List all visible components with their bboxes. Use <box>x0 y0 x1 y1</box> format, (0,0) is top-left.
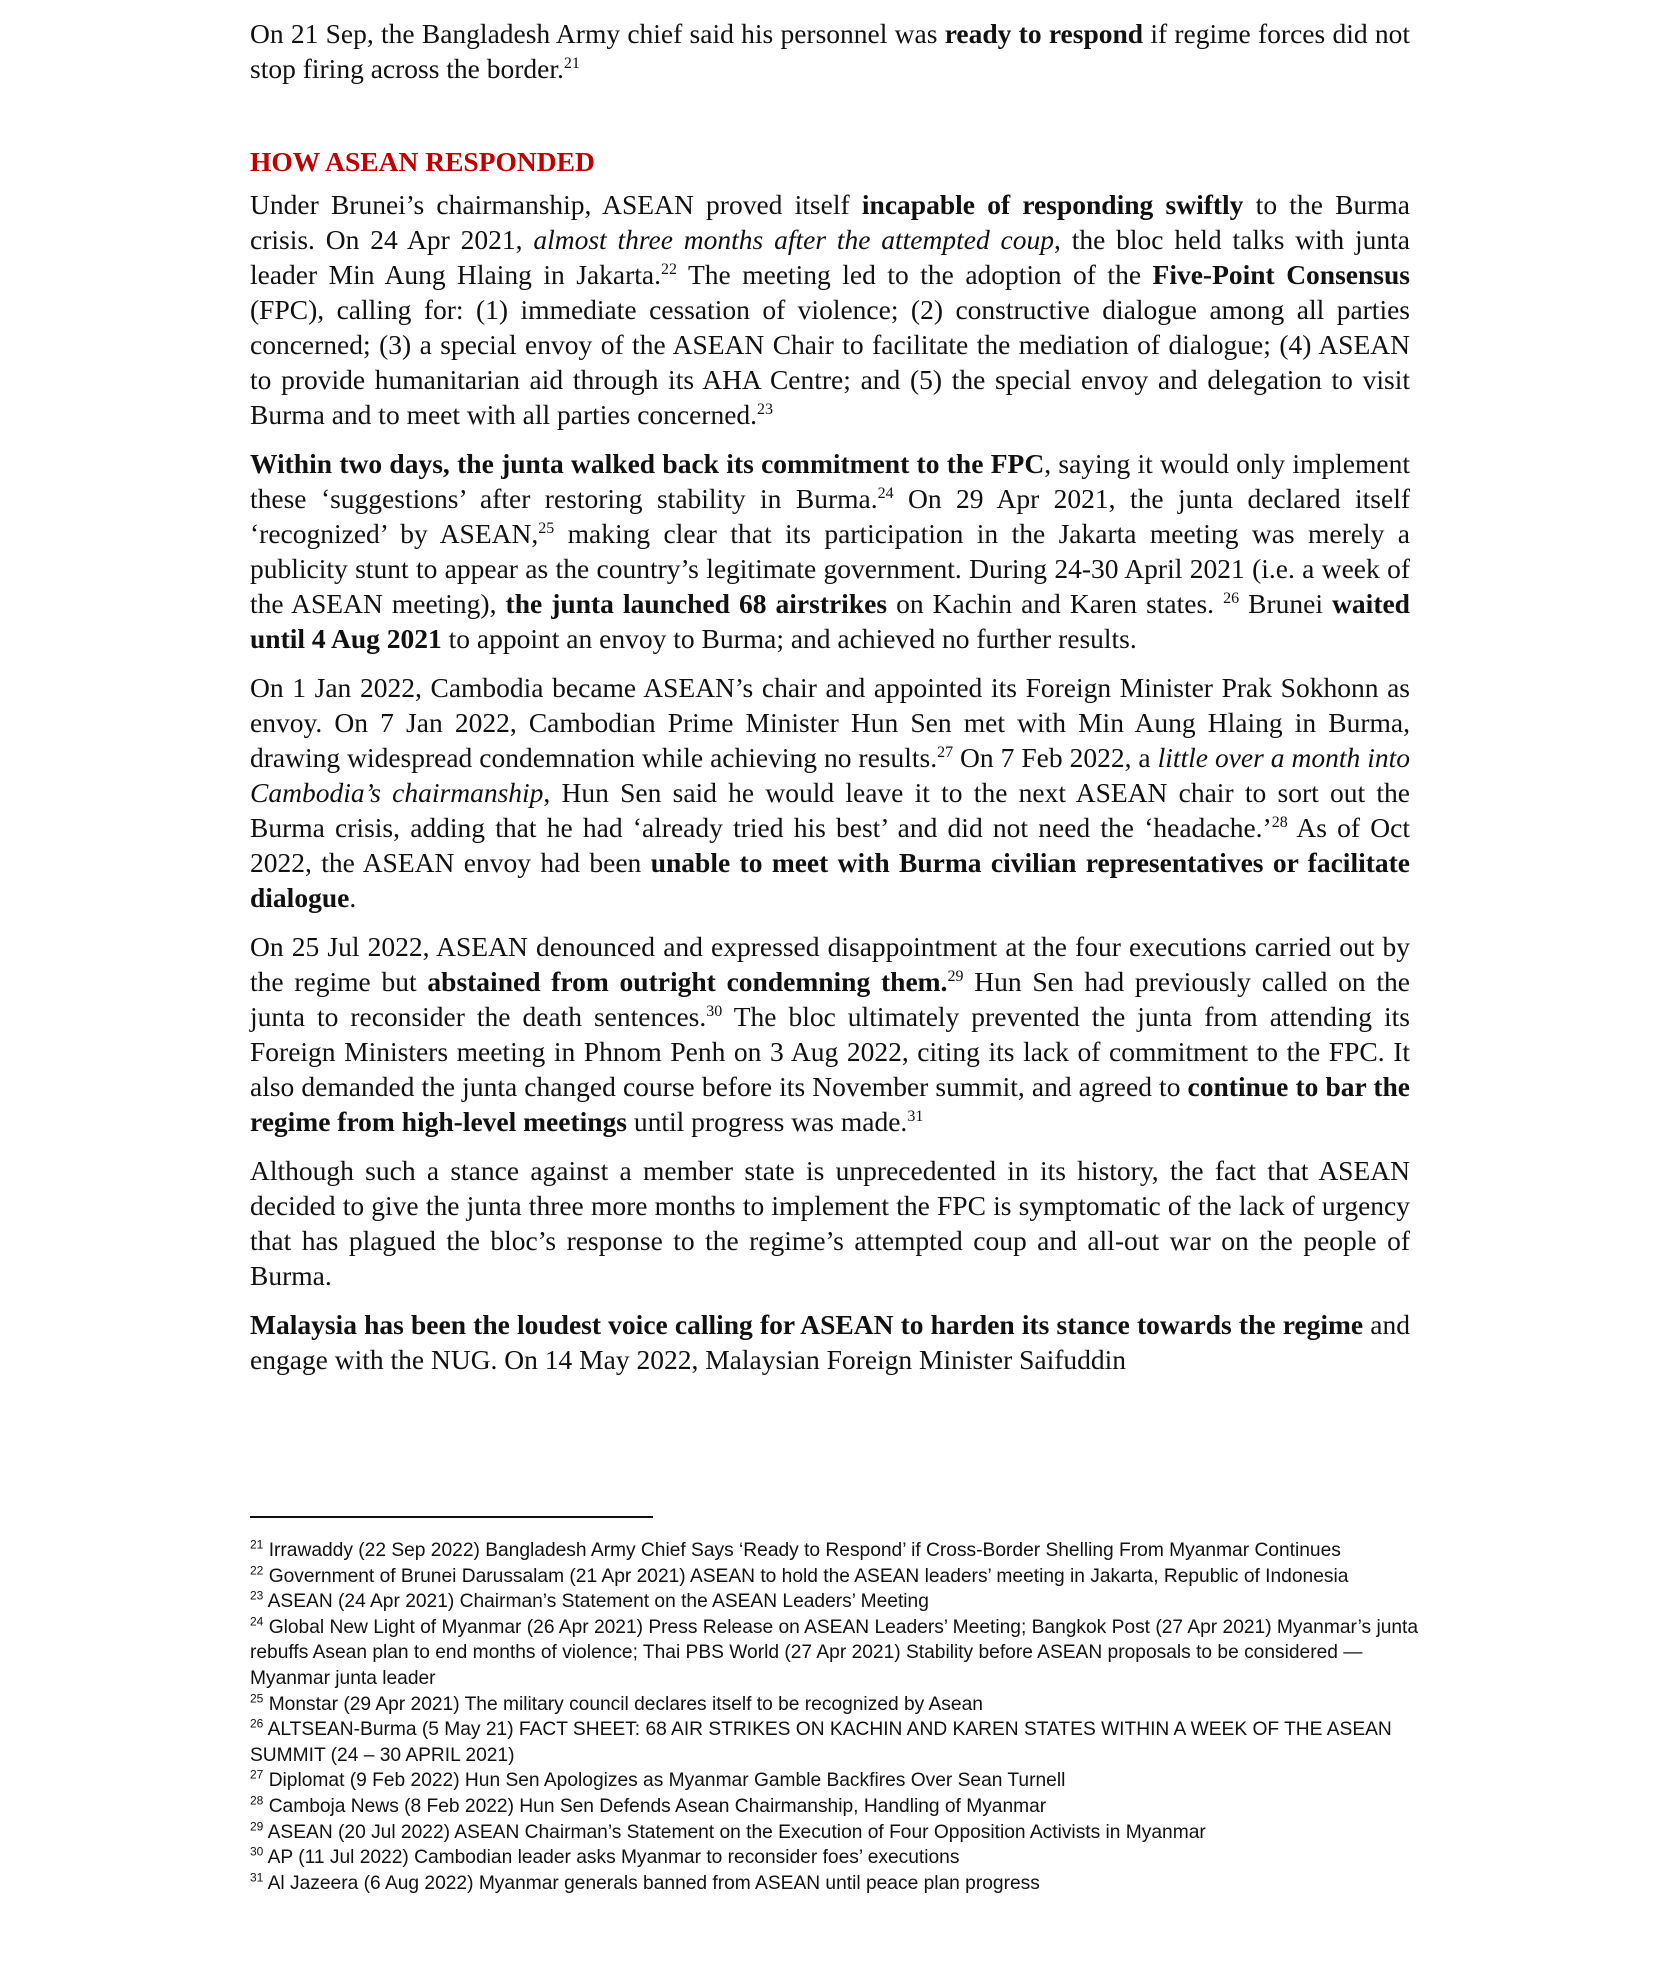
footnote-ref[interactable]: 30 <box>706 1002 723 1020</box>
footnote-item: $^{31}$ Al Jazeera (6 Aug 2022) Myanmar generals banned from ASEAN until peace plan progress <box>250 1870 1040 1894</box>
paragraph-5: Although such a stance against a member state is unprecedented in its history, the fact that ASEAN decided to give the junta three more months to implement the FPC is symptomatic of the lack of urgency that has plagued the bloc’s response to the regime’s attempted coup and all-out war on the people of Burma. <box>250 1155 1410 1291</box>
paragraph-6: Malaysia has been the loudest voice calling for ASEAN to harden its stance towards the regime and engage with the NUG. On 14 May 2022, Malaysian Foreign Minister Saifuddin <box>250 1309 1410 1375</box>
footnote-ref[interactable]: 25 <box>538 519 555 537</box>
footnote-item: $^{29}$ ASEAN (20 Jul 2022) ASEAN Chairman’s Statement on the Execution of Four Opposition Activists in Myanmar <box>250 1819 1206 1843</box>
footnote-ref[interactable]: 23 <box>757 400 774 418</box>
footnote-ref[interactable]: 31 <box>907 1107 924 1125</box>
footnotes <box>250 1538 1420 1896</box>
footnote-item: $^{26}$ ALTSEAN-Burma (5 May 21) FACT SHEET: 68 AIR STRIKES ON KACHIN AND KAREN STATES WITHIN A WEEK OF THE ASEAN SUMMIT (24 – 30 APRIL 2021) <box>250 1716 1392 1766</box>
footnote-ref[interactable]: 26 <box>1223 589 1240 607</box>
paragraph-4: On 25 Jul 2022, ASEAN denounced and expressed disappointment at the four executions carried out by the regime but abstained from outright condemning them.$^{29}$ Hun Sen had previously called on the junta to reconsider the death sentences.$^{30}$ The bloc ultimately prevented the junta from attending its Foreign Ministers meeting in Phnom Penh on 3 Aug 2022, citing its lack of commitment to the FPC. It also demanded the junta changed course before its November summit, and agreed to continue to bar the regime from high-level meetings until progress was made.$^{31}$ <box>250 931 1410 1137</box>
footnote-item: $^{22}$ Government of Brunei Darussalam (21 Apr 2021) ASEAN to hold the ASEAN leaders’ meeting in Jakarta, Republic of Indonesia <box>250 1563 1349 1587</box>
footnote-ref[interactable]: 21 <box>563 54 580 72</box>
footnote-item: $^{23}$ ASEAN (24 Apr 2021) Chairman’s Statement on the ASEAN Leaders’ Meeting <box>250 1588 929 1613</box>
section-heading: HOW ASEAN RESPONDED <box>250 146 595 177</box>
footnote-item: $^{21}$ Irrawaddy (22 Sep 2022) Bangladesh Army Chief Says ‘Ready to Respond’ if Cross-Border Shelling From Myanmar Continues <box>250 1537 1341 1561</box>
paragraph-2: Within two days, the junta walked back its commitment to the FPC, saying it would only implement these ‘suggestions’ after restoring stability in Burma.$^{24}$ On 29 Apr 2021, the junta declared itself ‘recognized’ by ASEAN,$^{25}$ making clear that its participation in the Jakarta meeting was merely a publicity stunt to appear as the country’s legitimate government. During 24-30 April 2021 (i.e. a week of the ASEAN meeting), the junta launched 68 airstrikes on Kachin and Karen states. $^{26}$ Brunei waited until 4 Aug 2021 to appoint an envoy to Burma; and achieved no further results. <box>250 448 1410 654</box>
footnote-item: $^{24}$ Global New Light of Myanmar (26 Apr 2021) Press Release on ASEAN Leaders’ Meeting; Bangkok Post (27 Apr 2021) Myanmar’s junta rebuffs Asean plan to end months of violence; Thai PBS World (27 Apr 2021) Stability before ASEAN proposals to be considered — Myanmar junta leader <box>250 1614 1419 1689</box>
footnote-item: $^{27}$ Diplomat (9 Feb 2022) Hun Sen Apologizes as Myanmar Gamble Backfires Over Sean Turnell <box>250 1767 1066 1792</box>
footnote-separator <box>250 1516 653 1518</box>
paragraph-1: Under Brunei’s chairmanship, ASEAN proved itself incapable of responding swiftly to the Burma crisis. On 24 Apr 2021, almost three months after the attempted coup, the bloc held talks with junta leader Min Aung Hlaing in Jakarta.$^{22}$ The meeting led to the adoption of the Five-Point Consensus (FPC), calling for: (1) immediate cessation of violence; (2) constructive dialogue among all parties concerned; (3) a special envoy of the ASEAN Chair to facilitate the mediation of dialogue; (4) ASEAN to provide humanitarian aid through its AHA Centre; and (5) the special envoy and delegation to visit Burma and to meet with all parties concerned.$^{23}$ <box>250 189 1410 430</box>
footnote-ref[interactable]: 24 <box>877 484 894 502</box>
footnote-item: $^{30}$ AP (11 Jul 2022) Cambodian leader asks Myanmar to reconsider foes’ executions <box>250 1844 960 1869</box>
footnote-ref[interactable]: 27 <box>937 743 954 761</box>
paragraph-3: On 1 Jan 2022, Cambodia became ASEAN’s chair and appointed its Foreign Minister Prak Sokhonn as envoy. On 7 Jan 2022, Cambodian Prime Minister Hun Sen met with Min Aung Hlaing in Burma, drawing widespread condemnation while achieving no results.$^{27}$ On 7 Feb 2022, a little over a month into Cambodia’s chairmanship, Hun Sen said he would leave it to the next ASEAN chair to sort out the Burma crisis, adding that he had ‘already tried his best’ and did not need the ‘headache.’$^{28}$ As of Oct 2022, the ASEAN envoy had been unable to meet with Burma civilian representatives or facilitate dialogue. <box>250 672 1410 913</box>
footnote-ref[interactable]: 28 <box>1271 813 1288 831</box>
footnote-ref[interactable]: 22 <box>661 260 677 278</box>
footnote-ref[interactable]: 29 <box>947 967 964 985</box>
page-body <box>250 16 1410 1391</box>
footnote-item: $^{28}$ Camboja News (8 Feb 2022) Hun Sen Defends Asean Chairmanship, Handling of Myanmar <box>250 1793 1047 1817</box>
paragraph-intro: On 21 Sep, the Bangladesh Army chief said his personnel was ready to respond if regime forces did not stop firing across the border.$^{21}$ <box>250 18 1410 84</box>
footnote-item: $^{25}$ Monstar (29 Apr 2021) The military council declares itself to be recognized by Asean <box>250 1691 983 1715</box>
